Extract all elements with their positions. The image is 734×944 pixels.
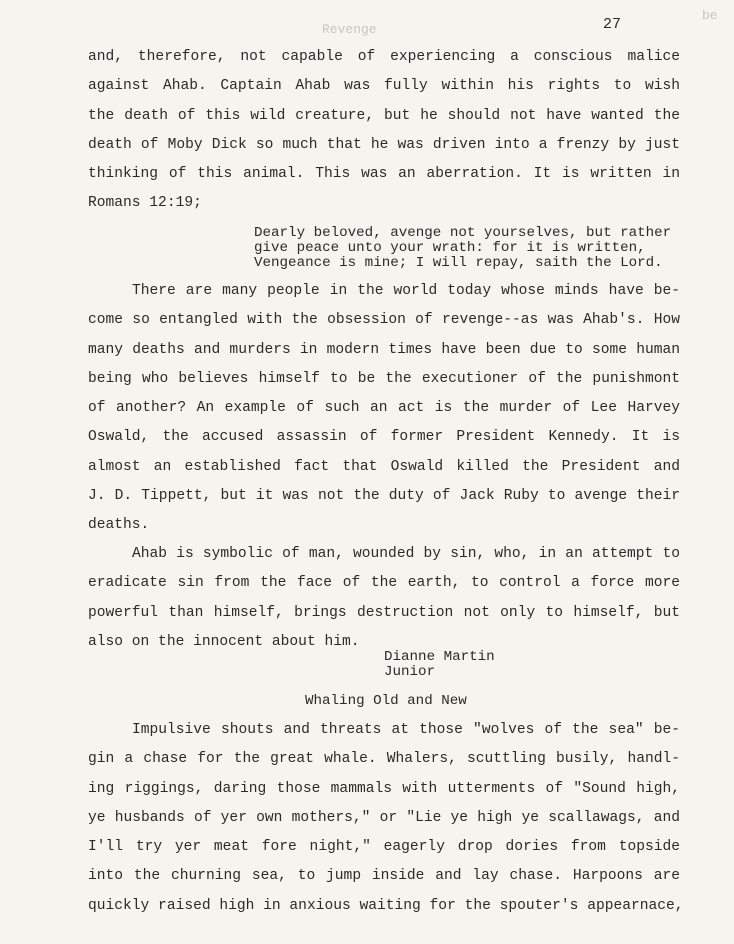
paragraph-obsession-revenge [88,277,680,541]
text-line: many deaths and murders in modern times have been due to some human [88,341,680,358]
text-line: powerful than himself, brings destruction not only to himself, but [88,604,680,621]
text-line: come so entangled with the obsession of revenge--as was Ahab's. How [88,312,680,329]
text-line: deaths. [88,517,150,534]
block-quote-romans [254,226,686,271]
text-line: I'll try yer meat fore night," eagerly drop dories from topside [88,839,680,856]
text-line: There are many people in the world today whose minds have be- [132,283,680,299]
text-line: Impulsive shouts and threats at those "wolves of the sea" be- [132,722,680,738]
author-name: Dianne Martin [384,649,495,665]
text-line: being who believes himself to be the executioner of the punishmont [88,370,680,387]
text-line: ing riggings, daring those mammals with utterments of "Sound high, [88,780,680,797]
text-line: of another? An example of such an act is the murder of Lee Harvey [88,400,680,417]
quote-line: Vengeance is mine; I will repay, saith the Lord. [254,255,663,271]
text-line: quickly raised high in anxious waiting for the spouter's appearnace, [88,897,684,914]
quote-line: give peace unto your wrath: for it is written, [254,240,646,256]
paragraph-ahab-symbolic [88,540,680,657]
section-title: Whaling Old and New [305,693,467,709]
paragraph-revenge-conclusion [88,43,680,219]
text-line: and, therefore, not capable of experiencing a conscious malice [88,49,680,65]
text-line: gin a chase for the great whale. Whalers, scuttling busily, handl- [88,751,680,768]
paragraph-whaling-chase [88,716,684,921]
text-line: death of Moby Dick so much that he was driven into a frenzy by just [88,136,680,153]
text-line: ye husbands of yer own mothers," or "Lie ye high ye scallawags, and [88,809,680,826]
text-line: Romans 12:19; [88,195,202,212]
text-line: also on the innocent about him. [88,633,360,650]
author-grade: Junior [384,664,436,680]
text-line: J. D. Tippett, but it was not the duty of Jack Ruby to avenge their [88,488,680,505]
text-line: the death of this wild creature, but he should not have wanted the [88,107,680,124]
bleed-through-header: Revenge [322,22,377,37]
text-line: against Ahab. Captain Ahab was fully within his rights to wish [88,78,680,95]
quote-line: Dearly beloved, avenge not yourselves, but rather [254,225,672,241]
bleed-through-corner: be [702,8,718,23]
text-line: Oswald, the accused assassin of former President Kennedy. It is [88,429,680,446]
text-line: almost an established fact that Oswald killed the President and [88,458,680,475]
text-line: eradicate sin from the face of the earth, to control a force more [88,575,680,592]
text-line: into the churning sea, to jump inside and lay chase. Harpoons are [88,868,680,885]
page-number: 27 [603,16,622,33]
text-line: Ahab is symbolic of man, wounded by sin, who, in an attempt to [132,546,680,562]
text-line: thinking of this animal. This was an aberration. It is written in [88,166,680,183]
